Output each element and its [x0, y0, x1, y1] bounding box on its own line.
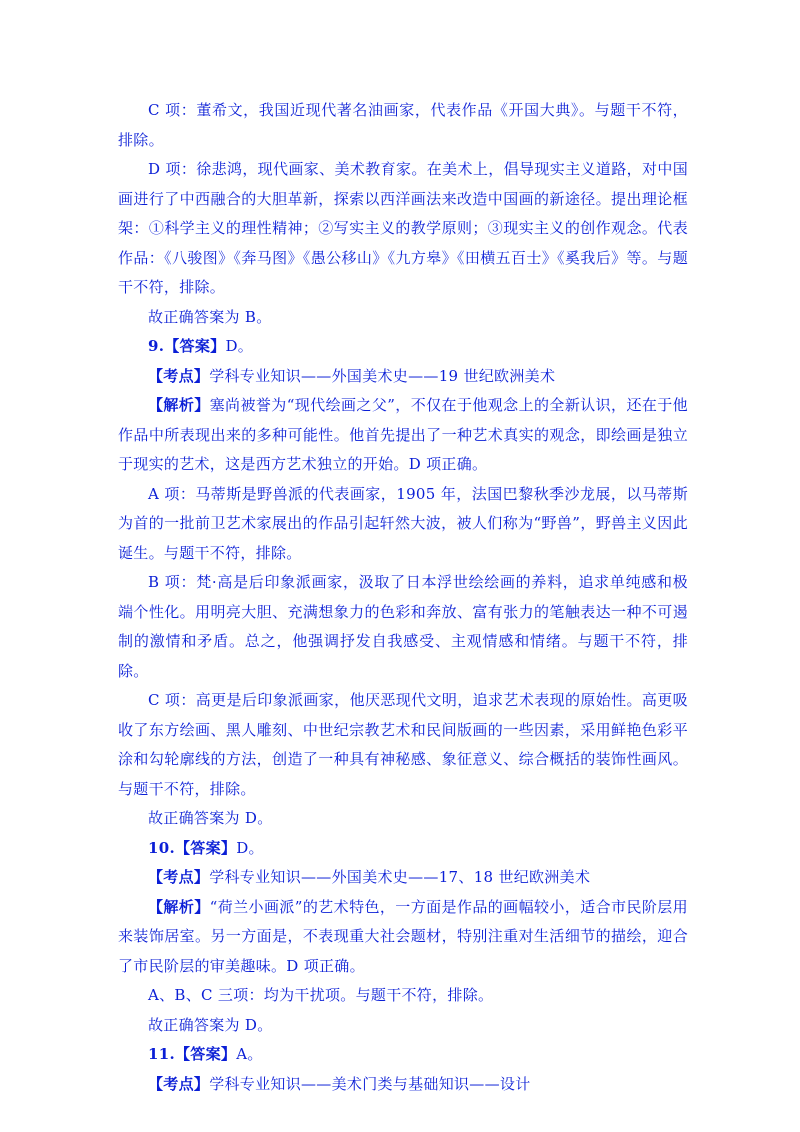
paragraph-text: 塞尚被誉为“现代绘画之父”，不仅在于他观念上的全新认识，还在于他作品中所表现出来的多种可能性。他首先提出了一种艺术真实的观念，即绘画是独立于现实的艺术，这是西方艺术独立的开始。D 项正确。 — [118, 396, 688, 473]
paragraph-answer-conclusion-10 — [118, 1011, 688, 1041]
paragraph-head: 【考点】 — [148, 868, 210, 886]
paragraph-text: B 项：梵·高是后印象派画家，汲取了日本浮世绘绘画的养料，追求单纯感和极端个性化。用明亮大胆、充满想象力的色彩和奔放、富有张力的笔触表达一种不可遏制的激情和矛盾。总之，他强调抒发自我感受、主观情感和情绪。与题干不符，排除。 — [118, 573, 688, 680]
paragraph-text: A 项：马蒂斯是野兽派的代表画家，1905 年，法国巴黎秋季沙龙展，以马蒂斯为首的一批前卫艺术家展出的作品引起轩然大波，被人们称为“野兽”，野兽主义因此诞生。与题干不符，排除。 — [118, 484, 688, 562]
paragraph-head: 9.【答案】 — [148, 337, 226, 355]
paragraph-head: 【解析】 — [148, 897, 210, 916]
paragraph-head: 【考点】 — [148, 366, 210, 385]
paragraph-text: D。 — [236, 838, 264, 857]
paragraph-text: 学科专业知识——外国美术史——17、18 世纪欧洲美术 — [209, 868, 591, 886]
paragraph-option-a-matisse — [118, 480, 688, 569]
paragraph-options-abc-distractors — [118, 981, 688, 1011]
paragraph-text: A。 — [236, 1045, 263, 1063]
paragraph-option-c-gauguin — [118, 686, 688, 804]
paragraph-head: 【解析】 — [148, 396, 210, 414]
paragraph-analysis-10 — [118, 893, 688, 982]
paragraph-text: 故正确答案为 D。 — [148, 809, 273, 827]
paragraph-text: D 项：徐悲鸿，现代画家、美术教育家。在美术上，倡导现实主义道路，对中国画进行了中西融合的大胆革新，探索以西洋画法来改造中国画的新途径。提出理论框架：①科学主义的理性精神；②写实主义的教学原则；③现实主义的创作观念。代表作品：《八骏图》《奔马图》《愚公移山》《九方皋》《田横五百士》《奚我后》等。与题干不符，排除。 — [118, 160, 688, 296]
paragraph-text: 学科专业知识——美术门类与基础知识——设计 — [209, 1074, 531, 1093]
paragraph-text: 学科专业知识——外国美术史——19 世纪欧洲美术 — [209, 366, 556, 385]
paragraph-text: “荷兰小画派”的艺术特色，一方面是作品的画幅较小，适合市民阶层用来装饰居室。另一方面是，不表现重大社会题材，特别注重对生活细节的描绘，迎合了市民阶层的审美趣味。D 项正确。 — [118, 897, 688, 975]
paragraph-topic-10 — [118, 863, 688, 893]
paragraph-text: 故正确答案为 D。 — [148, 1015, 273, 1034]
paragraph-topic-9 — [118, 362, 688, 392]
paragraph-option-d-xu-beihong — [118, 155, 688, 303]
document-body — [118, 96, 688, 1099]
paragraph-head: 10.【答案】 — [148, 838, 237, 857]
paragraph-topic-11 — [118, 1070, 688, 1100]
paragraph-text: 故正确答案为 B。 — [148, 307, 272, 326]
paragraph-text: C 项：高更是后印象派画家，他厌恶现代文明，追求艺术表现的原始性。高更吸收了东方绘画、黑人雕刻、中世纪宗教艺术和民间版画的一些因素，采用鲜艳色彩平涂和勾轮廓线的方法，创造了一种具有神秘感、象征意义、综合概括的装饰性画风。与题干不符，排除。 — [118, 691, 688, 798]
paragraph-text: D。 — [225, 337, 254, 355]
paragraph-answer-9 — [118, 332, 688, 362]
paragraph-answer-11 — [118, 1040, 688, 1070]
paragraph-text: A、B、C 三项：均为干扰项。与题干不符，排除。 — [148, 986, 494, 1004]
paragraph-answer-conclusion-8 — [118, 303, 688, 333]
paragraph-head: 【考点】 — [148, 1074, 210, 1093]
paragraph-option-b-van-gogh — [118, 568, 688, 686]
paragraph-text: C 项：董希文，我国近现代著名油画家，代表作品《开国大典》。与题干不符，排除。 — [118, 101, 688, 149]
paragraph-answer-10 — [118, 834, 688, 864]
paragraph-analysis-9 — [118, 391, 688, 480]
paragraph-answer-conclusion-9 — [118, 804, 688, 834]
paragraph-head: 11.【答案】 — [148, 1045, 237, 1063]
paragraph-option-c-dong-xiwen — [118, 96, 688, 155]
